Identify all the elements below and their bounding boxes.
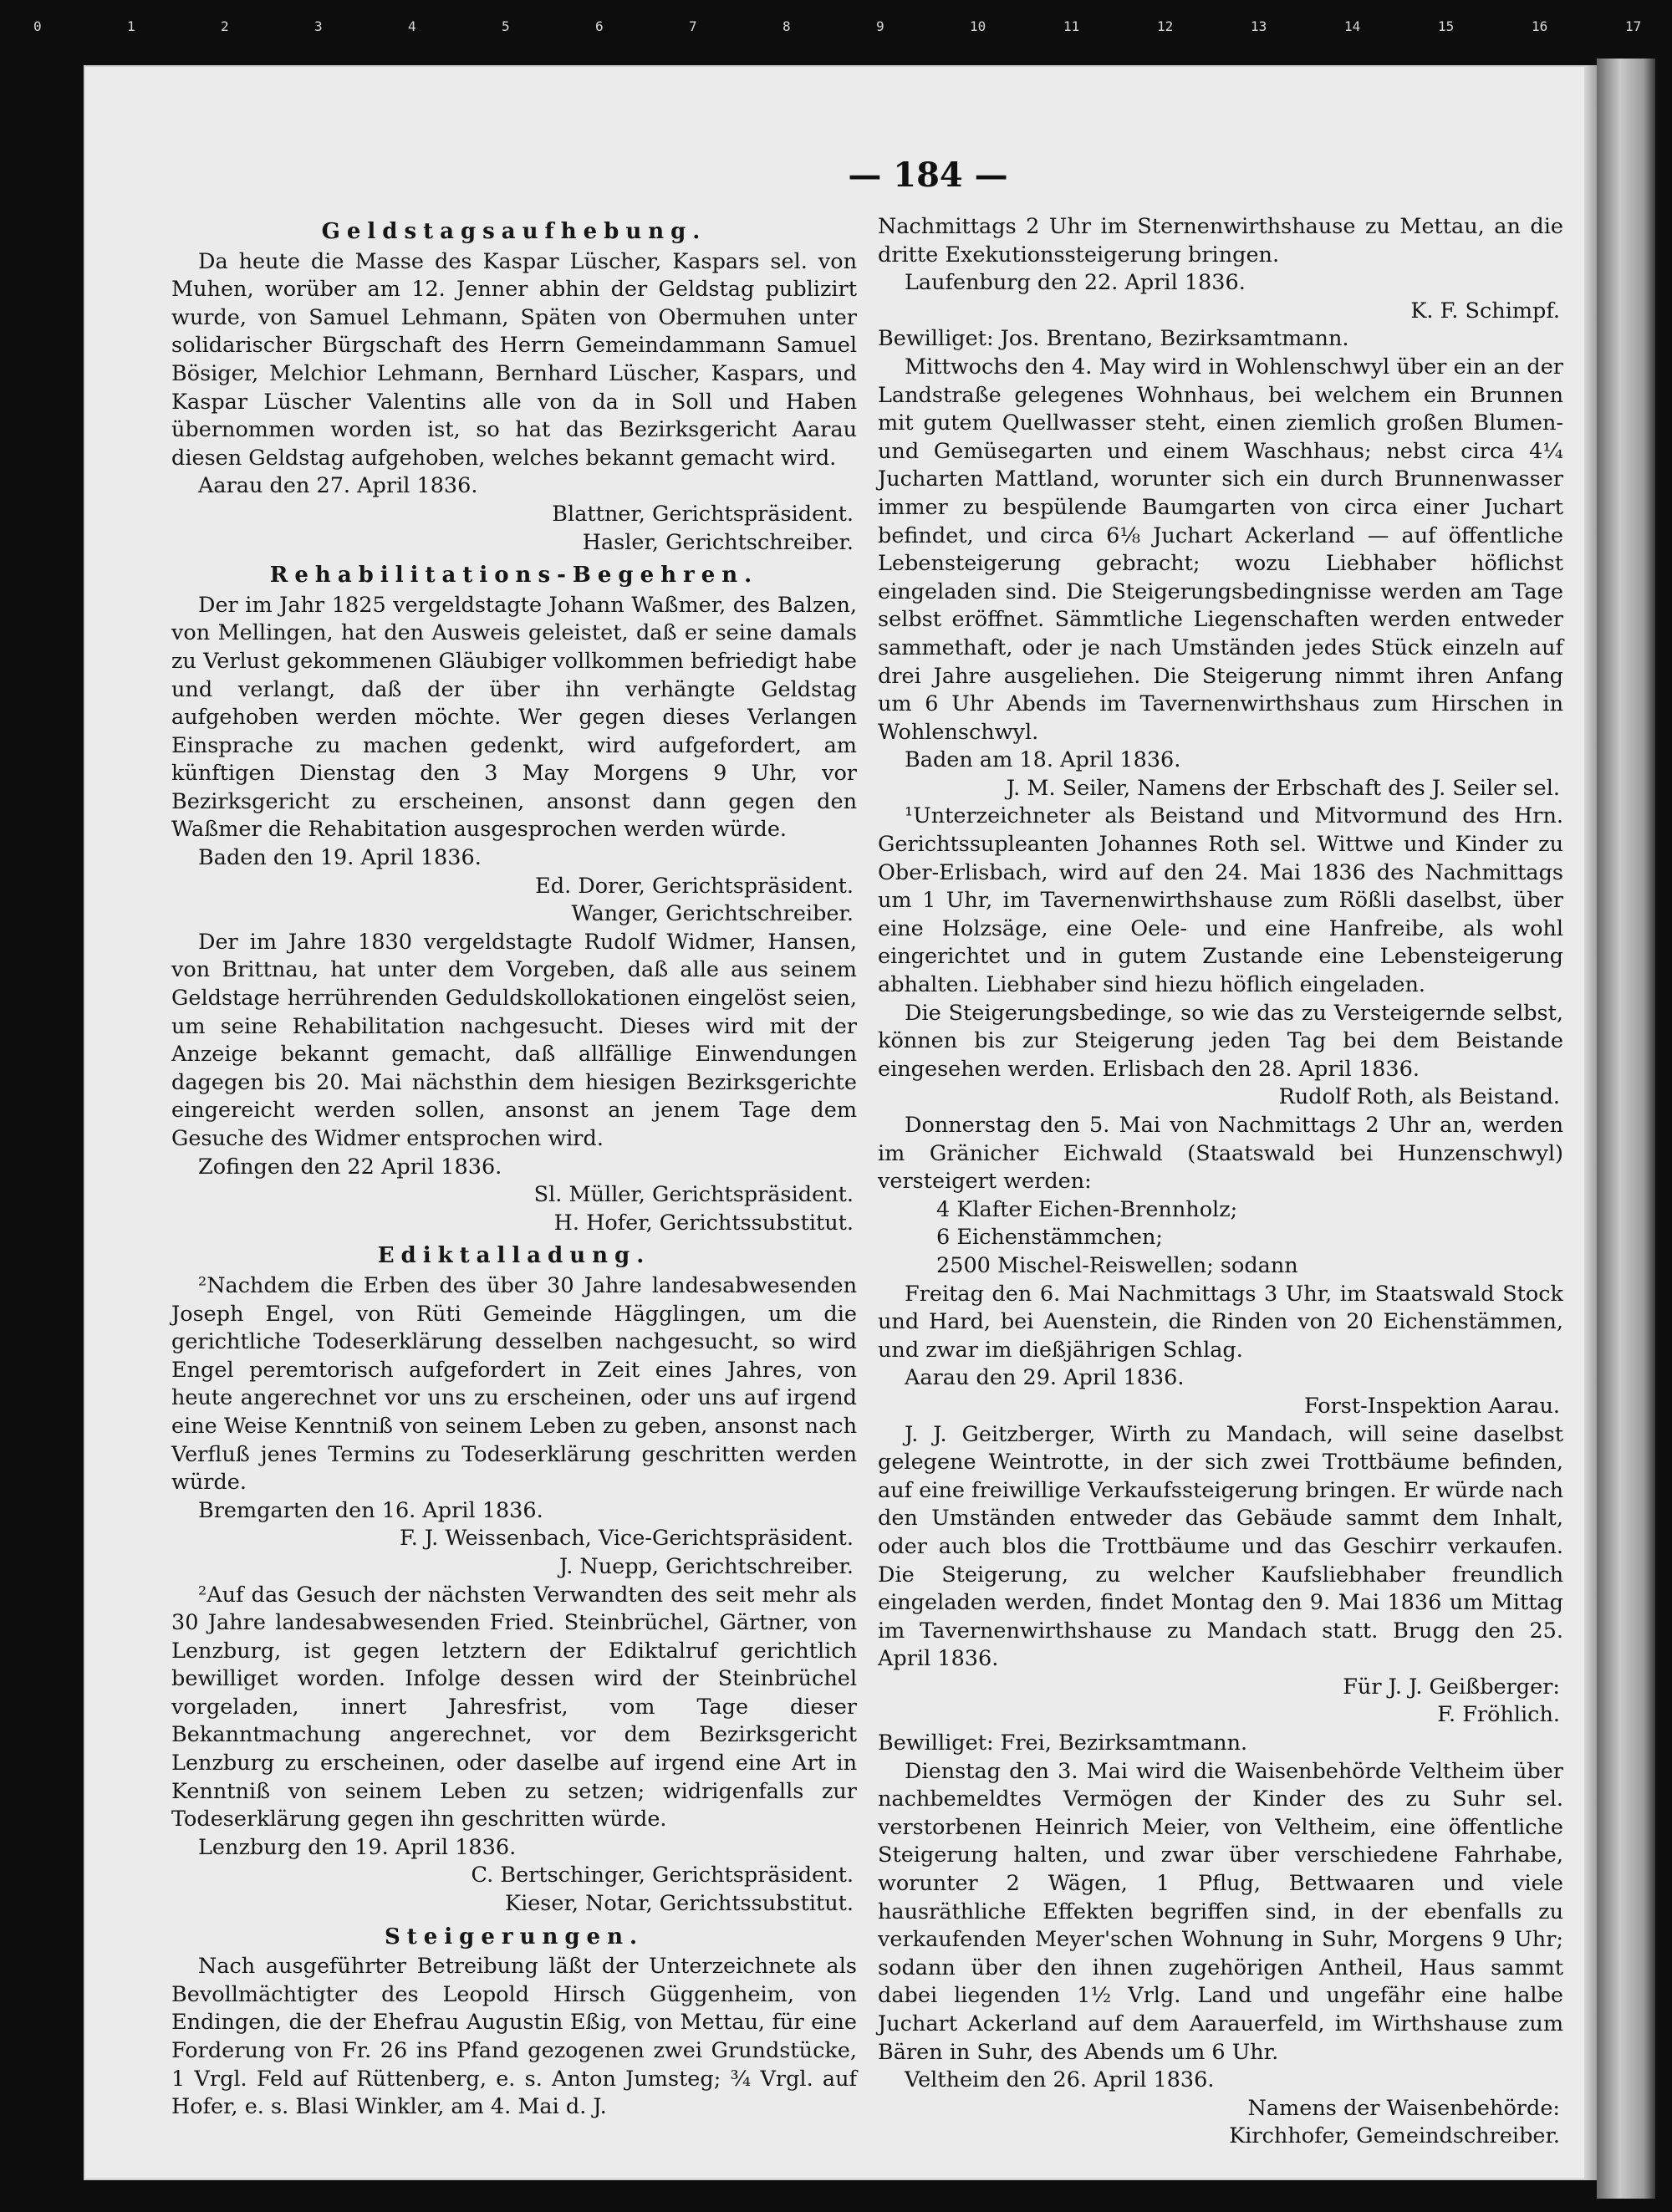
ruler-tick: 4 (408, 18, 416, 34)
list-item: 2500 Mischel-Reiswellen; sodann (936, 1252, 1298, 1278)
signature-line: Rudolf Roth, als Beistand. (1278, 1084, 1560, 1110)
page-number: — 184 — (848, 155, 1008, 195)
dateline: Baden am 18. April 1836. (905, 747, 1181, 773)
signature-line: J. M. Seiler, Namens der Erbschaft des J. Seiler sel. (1006, 775, 1560, 801)
ruler-tick: 6 (595, 18, 604, 34)
dateline: Lenzburg den 19. April 1836. (198, 1834, 517, 1860)
signature-line: J. Nuepp, Gerichtschreiber. (558, 1553, 854, 1579)
notice-paragraph: ²Auf das Gesuch der nächsten Verwandten des seit mehr als 30 Jahre landesabwesenden Fried. Steinbrüchel, Gärtner, von Lenzburg, ist gegen letztern der Ediktalruf gerichtlich bewilliget worden. Infolge dessen wird der Steinbrüchel vorgeladen, innert Jahresfrist, vom Tage dieser Bekanntmachung angerechnet, vor dem Bezirksgericht Lenzburg zu erscheinen, oder daselbe auf irgend eine Art in Kenntniß von seinem Leben zu setzen; widrigenfalls zur Todeserklärung gegen ihn geschritten würde. (171, 1582, 857, 1832)
ruler-tick: 2 (221, 18, 229, 34)
signature-line: Blattner, Gerichtspräsident. (552, 501, 854, 527)
signature-line: K. F. Schimpf. (1410, 298, 1560, 324)
notice-paragraph: Dienstag den 3. Mai wird die Waisenbehörde Veltheim über nachbemeldtes Vermögen der Kinder des zu Suhr sel. verstorbenen Heinrich Meier, von Veltheim, eine öffentliche Steigerung halten, und zwar über verschiedene Fahrhabe, worunter 2 Wägen, 1 Pflug, Bettwaaren und viele hausräthliche Effekten begriffen sind, in der ebenfalls zu verkaufenden Meyer'schen Wohnung in Suhr, Morgens 9 Uhr; sodann über den ihnen zugehörigen Antheil, Haus sammt dabei liegenden 1½ Vrlg. Land und ungefähr eine halbe Juchart Ackerland auf dem Aarauerfeld, im Wirthshause zum Bären in Suhr, des Abends um 6 Uhr. (878, 1758, 1563, 2065)
notice-paragraph: Donnerstag den 5. Mai von Nachmittags 2 Uhr an, werden im Gränicher Eichwald (Staatswald bei Hunzenschwyl) versteigert werden: (878, 1113, 1563, 1195)
signature-line: Ed. Dorer, Gerichtspräsident. (535, 873, 854, 899)
ruler-tick: 12 (1157, 18, 1174, 34)
notice-paragraph: ¹Unterzeichneter als Beistand und Mitvormund des Hrn. Gerichtssupleanten Johannes Roth sel. Wittwe und Kinder zu Ober-Erlisbach, wird auf den 24. Mai 1836 des Nachmittags um 1 Uhr, im Tavernenwirthshause zum Rößli daselbst, über eine Holzsäge, eine Oele- und eine Hanfreibe, als wohl eingerichtet und in gutem Zustande eine Lebensteigerung abhalten. Liebhaber sind hiezu höflich eingeladen. (878, 803, 1563, 998)
notice-paragraph: ²Nachdem die Erben des über 30 Jahre landesabwesenden Joseph Engel, von Rüti Gemeinde Hägglingen, um die gerichtliche Todeserklärung desselben nachgesucht, so wird Engel peremtorisch aufgefordert in Zeit eines Jahres, von heute angerechnet vor uns zu erscheinen, oder uns auf irgend eine Weise Kenntniß von seinem Leben zu geben, ansonst nach Verfluß jenes Termins zu Todeserklärung geschritten werden würde. (171, 1272, 857, 1496)
ruler-tick: 0 (33, 18, 42, 34)
notice-paragraph: Bewilliget: Frei, Bezirksamtmann. (878, 1730, 1248, 1756)
notice-paragraph: Der im Jahre 1830 vergeldstagte Rudolf Widmer, Hansen, von Brittnau, hat unter dem Vorgeben, daß alle aus seinem Geldstage herrührenden Geduldskollokationen eingelöst seien, um seine Rehabilitation nachgesucht. Dieses wird mit der Anzeige bekannt gemacht, daß allfällige Einwendungen dagegen bis 20. Mai nächsthin dem hiesigen Bezirksgerichte eingereicht werden sollen, ansonst an jenem Tage dem Gesuche des Widmer entsprochen wird. (171, 929, 857, 1151)
ruler-tick: 15 (1438, 18, 1455, 34)
ruler-tick: 10 (970, 18, 986, 34)
notice-paragraph: Mittwochs den 4. May wird in Wohlenschwyl über ein an der Landstraße gelegenes Wohnhaus, bei welchem ein Brunnen mit gutem Quellwasser steht, einen ziemlich großen Blumen- und Gemüsegarten und einem Waschhaus; nebst circa 4¼ Jucharten Mattland, worunter sich ein durch Brunnenwasser immer zu bespülende Baumgarten von circa einer Juchart befindet, und circa 6⅛ Juchart Ackerland — auf öffentliche Lebensteigerung gebracht; wozu Liebhaber höflichst eingeladen sind. Die Steigerungsbedingnisse werden am Tage selbst eröffnet. Sämmtliche Liegenschaften werden entweder sammethaft, oder je nach Umständen jedes Stück einzeln auf drei Jahre ausgeliehen. Die Steigerung nimmt ihren Anfang um 6 Uhr Abends im Tavernenwirthshaus zum Hirschen in Wohlenschwyl. (878, 354, 1563, 745)
section-heading: Rehabilitations-Begehren. (269, 563, 759, 589)
notice-paragraph: Bewilliget: Jos. Brentano, Bezirksamtmann. (878, 326, 1349, 352)
list-item: 4 Klafter Eichen-Brennholz; (936, 1196, 1238, 1222)
signature-line: Sl. Müller, Gerichtspräsident. (533, 1182, 854, 1208)
ruler-tick: 7 (689, 18, 697, 34)
section-heading: Ediktalladung. (377, 1243, 651, 1269)
notice-paragraph: Freitag den 6. Mai Nachmittags 3 Uhr, im Staatswald Stock und Hard, bei Auenstein, die Rinden von 20 Eichenstämmen, und zwar im dießjährigen Schlag. (878, 1281, 1563, 1363)
list-item: 6 Eichenstämmchen; (936, 1225, 1164, 1251)
signature-line: Wanger, Gerichtschreiber. (571, 901, 854, 927)
dateline: Veltheim den 26. April 1836. (905, 2067, 1215, 2093)
dateline: Aarau den 29. April 1836. (905, 1365, 1185, 1391)
signature-line: Forst-Inspektion Aarau. (1303, 1393, 1560, 1419)
ruler-tick: 8 (782, 18, 791, 34)
signature-line: Für J. J. Geißberger: (1343, 1674, 1560, 1700)
ruler-tick: 5 (502, 18, 510, 34)
ruler-tick: 16 (1532, 18, 1548, 34)
signature-line: C. Bertschinger, Gerichtspräsident. (471, 1863, 854, 1888)
dateline: Laufenburg den 22. April 1836. (905, 270, 1246, 296)
scanner-ruler-top (0, 18, 1672, 35)
facing-page-edge (1597, 59, 1655, 2199)
section-heading: Steigerungen. (384, 1924, 645, 1950)
notice-paragraph: J. J. Geitzberger, Wirth zu Mandach, will seine daselbst gelegene Weintrotte, in der sich zwei Trottbäume befinden, auf eine freiwillige Verkaufssteigerung bringen. Er würde nach den Umständen entweder das Gebäude sammt dem Inhalt, oder auch blos die Trottbäume und das Geschirr verkaufen. Die Steigerung, zu welcher Kaufsliebhaber freundlich eingeladen werden, findet Montag den 9. Mai 1836 um Mittag im Tavernenwirthshause zu Mandach statt. Brugg den 25. April 1836. (878, 1421, 1563, 1672)
dateline: Aarau den 27. April 1836. (198, 473, 478, 499)
section-heading: Geldstagsaufhebung. (321, 219, 707, 244)
signature-line: Kirchhofer, Gemeindschreiber. (1229, 2123, 1560, 2149)
dateline: Baden den 19. April 1836. (198, 845, 482, 871)
ruler-tick: 14 (1344, 18, 1361, 34)
ruler-tick: 11 (1063, 18, 1080, 34)
ruler-tick: 3 (314, 18, 323, 34)
signature-line: F. J. Weissenbach, Vice-Gerichtspräsident. (400, 1526, 854, 1552)
dateline: Bremgarten den 16. April 1836. (198, 1497, 543, 1523)
signature-line: F. Fröhlich. (1437, 1702, 1560, 1728)
ruler-tick: 9 (876, 18, 884, 34)
signature-line: H. Hofer, Gerichtssubstitut. (553, 1210, 854, 1236)
dateline: Zofingen den 22 April 1836. (198, 1154, 502, 1180)
signature-line: Namens der Waisenbehörde: (1247, 2095, 1560, 2121)
notice-paragraph: Nach ausgeführter Betreibung läßt der Unterzeichnete als Bevollmächtigter des Leopold Hirsch Güggenheim, von Endingen, die der Ehefrau Augustin Eßig, von Mettau, für eine Forderung von Fr. 26 ins Pfand gezogenen zwei Grundstücke, 1 Vrgl. Feld auf Rüttenberg, e. s. Anton Jumsteg; ¾ Vrgl. auf Hofer, e. s. Blasi Winkler, am 4. Mai d. J. (171, 1954, 857, 2120)
left-column (171, 213, 857, 2122)
notice-paragraph: Da heute die Masse des Kaspar Lüscher, Kaspars sel. von Muhen, worüber am 12. Jenner abhin der Geldstag publizirt wurde, von Samuel Lehmann, Späten von Obermuhen unter solidarischer Bürgschaft des Herrn Gemeindammann Samuel Bösiger, Melchior Lehmann, Bernhard Lüscher, Kaspars, und Kaspar Lüscher Valentins alle von da in Soll und Haben übernommen worden ist, so hat das Bezirksgericht Aarau diesen Geldstag aufgehoben, welches bekannt gemacht wird. (171, 248, 857, 471)
notice-paragraph: Nachmittags 2 Uhr im Sternenwirthshause zu Mettau, an die dritte Exekutionssteigerung bringen. (878, 214, 1563, 268)
right-column (878, 213, 1563, 2151)
notice-paragraph: Der im Jahr 1825 vergeldstagte Johann Waßmer, des Balzen, von Mellingen, hat den Ausweis geleistet, daß er seine damals zu Verlust gekommenen Gläubiger vollkommen befriedigt habe und verlangt, daß der über ihn verhängte Geldstag aufgehoben werden möchte. Wer gegen dieses Verlangen Einsprache zu machen gedenkt, wird aufgefordert, am künftigen Dienstag den 3 May Morgens 9 Uhr, vor Bezirksgericht zu erscheinen, ansonst dann gegen den Waßmer die Rehabitation ausgesprochen werden würde. (171, 592, 857, 843)
ruler-tick: 13 (1251, 18, 1267, 34)
notice-paragraph: Die Steigerungsbedinge, so wie das zu Versteigernde selbst, können bis zur Steigerung jeden Tag bei dem Beistande eingesehen werden. Erlisbach den 28. April 1836. (878, 1000, 1563, 1082)
ruler-tick: 17 (1625, 18, 1642, 34)
ruler-tick: 1 (127, 18, 135, 34)
signature-line: Hasler, Gerichtschreiber. (582, 529, 854, 555)
signature-line: Kieser, Notar, Gerichtssubstitut. (505, 1891, 854, 1917)
